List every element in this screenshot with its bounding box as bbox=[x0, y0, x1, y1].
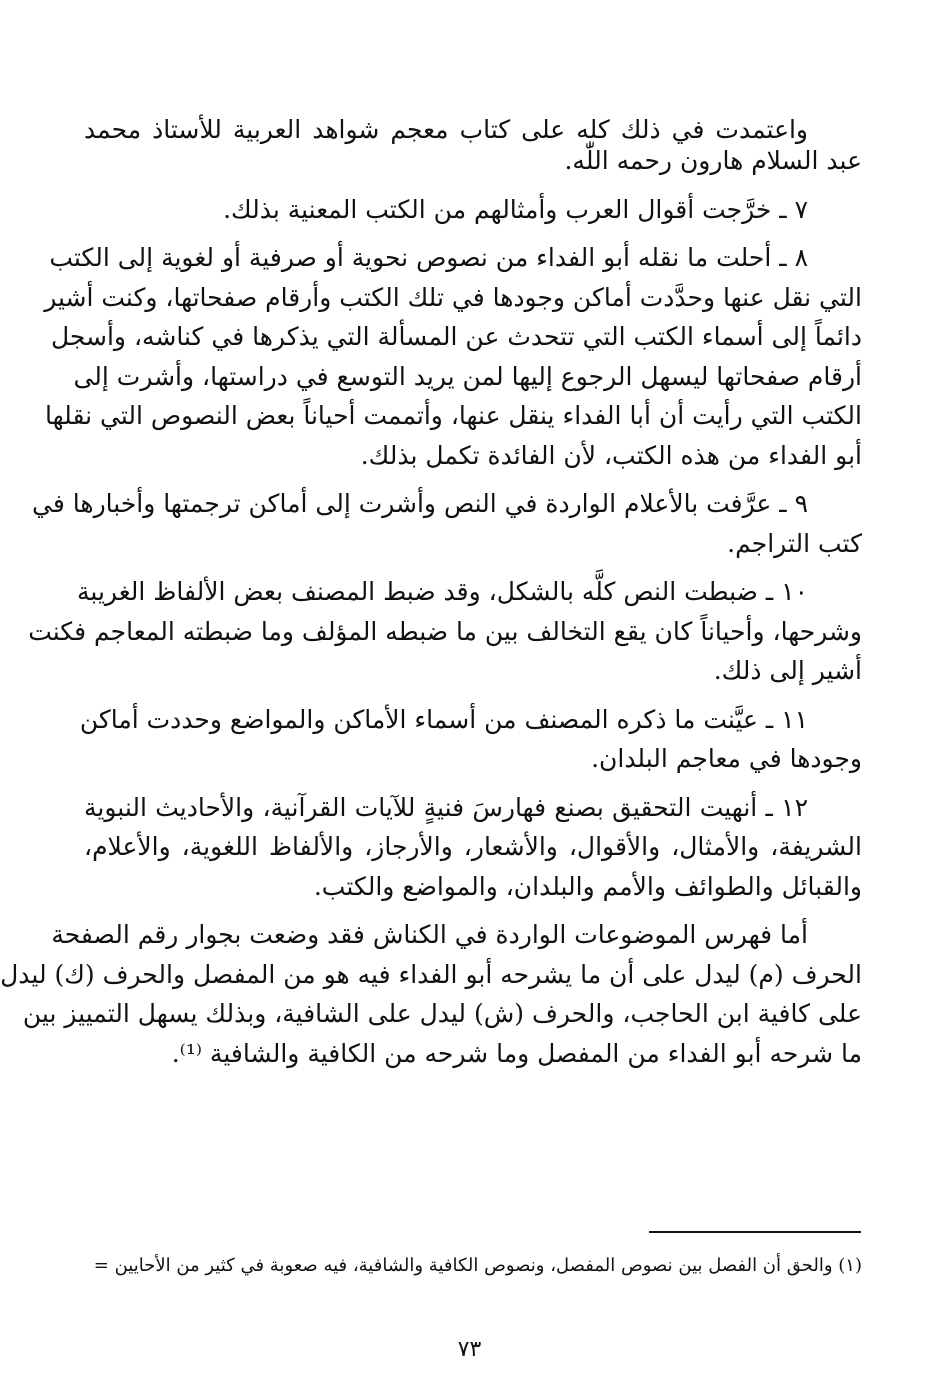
text-line: وشرحها، وأحياناً كان يقع التخالف بين ما ضبطه المؤلف وما ضبطته المعاجم فكنت bbox=[28, 616, 862, 646]
paragraph-item-8 bbox=[44, 238, 862, 475]
text-line: ٧ ـ خرَّجت أقوال العرب وأمثالهم من الكتب المعنية بذلك. bbox=[223, 194, 808, 224]
text-line: أما فهرس الموضوعات الواردة في الكناش فقد وضعت بجوار رقم الصفحة bbox=[51, 920, 808, 949]
text-line: والقبائل والطوائف والأمم والبلدان، والمواضع والكتب. bbox=[313, 871, 862, 901]
page-number: ٧٣ bbox=[457, 1337, 482, 1362]
footnote-separator bbox=[649, 1231, 861, 1233]
text-line: ٨ ـ أحلت ما نقله أبو الفداء من نصوص نحوية أو صرفية أو لغوية إلى الكتب bbox=[49, 243, 808, 272]
paragraph-item-7 bbox=[84, 190, 862, 230]
text-line: واعتمدت في ذلك كله على كتاب معجم شواهد العربية للأستاذ محمد bbox=[84, 115, 808, 144]
text-line: أبو الفداء من هذه الكتب، لأن الفائدة تكمل بذلك. bbox=[360, 440, 862, 470]
paragraph-item-10 bbox=[28, 572, 862, 691]
text-line: الشريفة، والأمثال، والأقوال، والأشعار، والأرجاز، والألفاظ اللغوية، والأعلام، bbox=[84, 832, 862, 861]
text-line: ١١ ـ عيَّنت ما ذكره المصنف من أسماء الأماكن والمواضع وحددت أماكن bbox=[79, 704, 808, 734]
paragraph-index-note bbox=[0, 915, 862, 1073]
main-text bbox=[0, 110, 862, 1082]
paragraph-item-12 bbox=[84, 788, 862, 907]
text-line: ١٢ ـ أنهيت التحقيق بصنع فهارسَ فنيةٍ للآيات القرآنية، والأحاديث النبوية bbox=[84, 792, 808, 822]
text-line: ٩ ـ عرَّفت بالأعلام الواردة في النص وأشرت إلى أماكن ترجمتها وأخبارها في bbox=[32, 489, 808, 518]
text-line: ١٠ ـ ضبطت النص كلَّه بالشكل، وقد ضبط المصنف بعض الألفاظ الغريبة bbox=[77, 577, 808, 606]
text-line: على كافية ابن الحاجب، والحرف (ش) ليدل على الشافية، وبذلك يسهل التمييز بين bbox=[22, 999, 862, 1028]
text-line: أرقام صفحاتها ليسهل الرجوع إليها لمن يريد التوسع في دراستها، وأشرت إلى bbox=[73, 361, 862, 391]
text-line: الحرف (م) ليدل على أن ما يشرحه أبو الفداء فيه هو من المفصل والحرف (ك) ليدل bbox=[0, 959, 862, 989]
text-line: عبد السلام هارون رحمه اللّٰه. bbox=[564, 146, 862, 175]
text-line: التي نقل عنها وحدَّدت أماكن وجودها في تلك الكتب وأرقام صفحاتها، وكنت أشير bbox=[44, 282, 862, 312]
text-line: دائماً إلى أسماء الكتب التي تتحدث عن المسألة التي يذكرها في كناشه، وأسجل bbox=[50, 322, 862, 351]
text-line: كتب التراجم. bbox=[727, 528, 862, 558]
text-line: أشير إلى ذلك. bbox=[713, 656, 862, 685]
text-line: وجودها في معاجم البلدان. bbox=[591, 744, 862, 773]
footnote: (١) والحق أن الفصل بين نصوص المفصل، ونصوص الكافية والشافية، فيه صعوبة في كثير من الأحايين = bbox=[93, 1255, 862, 1276]
text-line: الكتب التي رأيت أن أبا الفداء ينقل عنها، وأتممت أحياناً بعض النصوص التي نقلها bbox=[45, 401, 862, 430]
text-line: ما شرحه أبو الفداء من المفصل وما شرحه من الكافية والشافية ⁽¹⁾. bbox=[171, 1038, 862, 1068]
paragraph-item-9 bbox=[32, 484, 862, 563]
paragraph-item-11 bbox=[79, 700, 862, 779]
